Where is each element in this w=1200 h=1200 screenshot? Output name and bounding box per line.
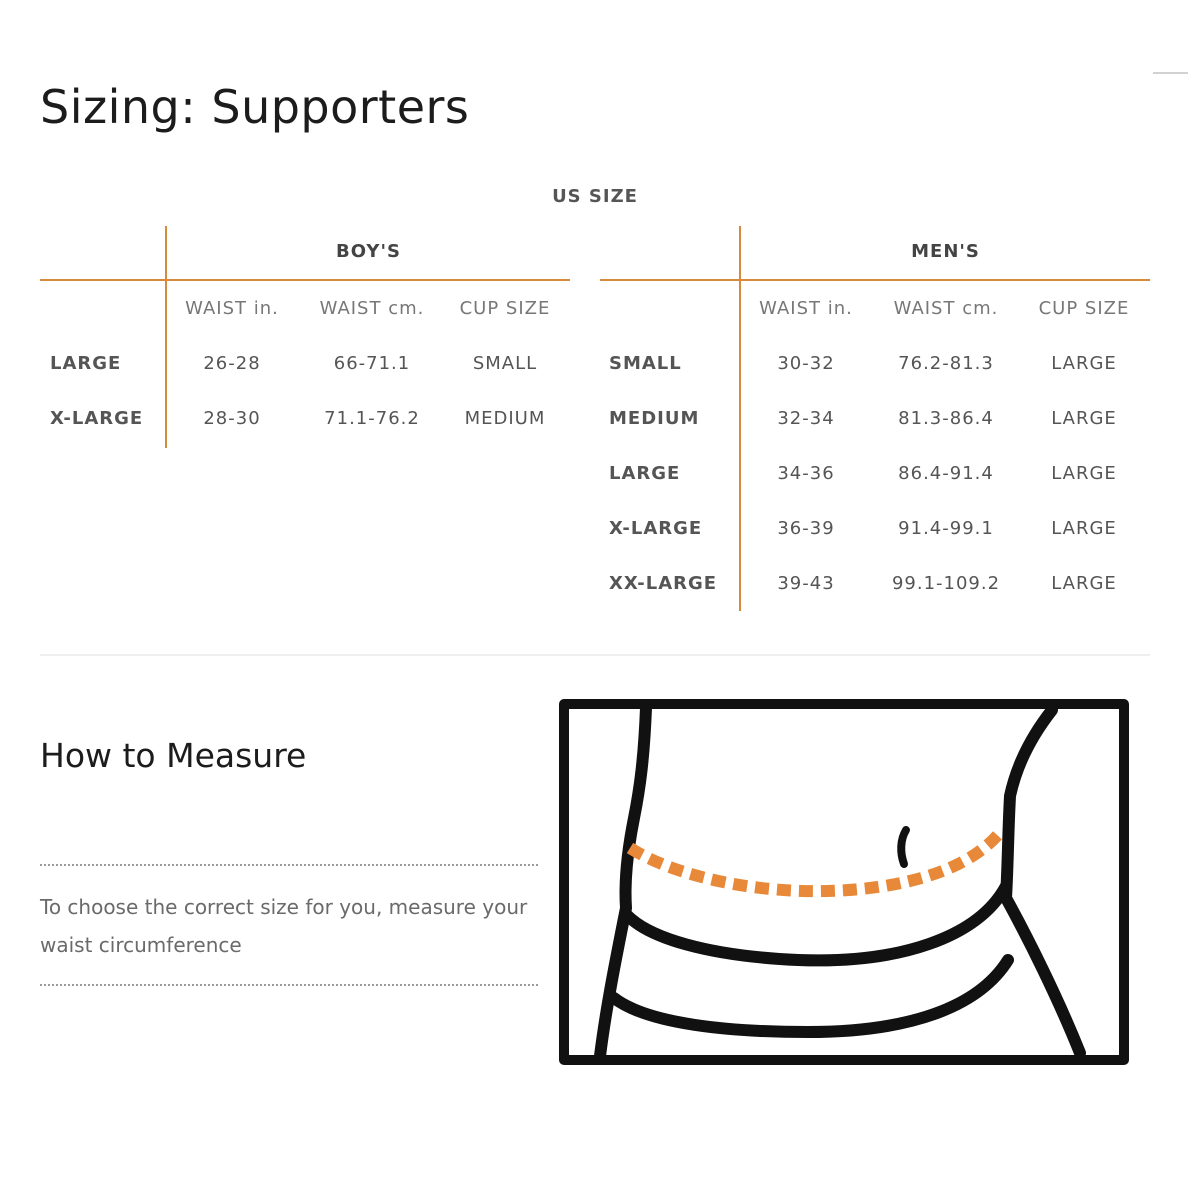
mens-row-waist-in: 39-43: [777, 573, 835, 594]
how-to-measure-title: How to Measure: [40, 736, 307, 775]
mens-row-waist-in: 30-32: [777, 353, 835, 374]
boys-row-waist-in: 28-30: [203, 408, 261, 429]
mens-header-cup-size: CUP SIZE: [1038, 298, 1130, 319]
mens-row-waist-cm: 76.2-81.3: [898, 353, 994, 374]
mens-row-waist-cm: 86.4-91.4: [898, 463, 994, 484]
mens-row-waist-in: 34-36: [777, 463, 835, 484]
mens-row-size: SMALL: [609, 353, 682, 374]
boys-row-waist-cm: 66-71.1: [333, 353, 411, 374]
mens-row-cup: LARGE: [1051, 573, 1117, 594]
corner-divider: [1153, 72, 1188, 74]
boys-header-waist-cm: WAIST cm.: [319, 298, 425, 319]
boys-row-size: LARGE: [50, 353, 122, 374]
mens-row-waist-in: 36-39: [777, 518, 835, 539]
mens-header-waist-in: WAIST in.: [759, 298, 853, 319]
boys-header-cup-size: CUP SIZE: [459, 298, 551, 319]
mens-header-waist-cm: WAIST cm.: [893, 298, 999, 319]
mens-row-waist-in: 32-34: [777, 408, 835, 429]
mens-row-cup: LARGE: [1051, 463, 1117, 484]
size-system-label: US SIZE: [552, 186, 638, 207]
dotted-rule-top: [40, 864, 538, 866]
boys-row-cup: MEDIUM: [464, 408, 546, 429]
boys-group-label: BOY'S: [336, 241, 401, 262]
boys-table-horizontal-rule: [40, 279, 570, 281]
boys-row-size: X-LARGE: [50, 408, 144, 429]
mens-group-label: MEN'S: [911, 241, 980, 262]
mens-row-cup: LARGE: [1051, 408, 1117, 429]
mens-row-size: XX-LARGE: [609, 573, 718, 594]
boys-size-table: [40, 226, 570, 448]
mens-table-horizontal-rule: [600, 279, 1150, 281]
page-title: Sizing: Supporters: [40, 80, 470, 134]
section-divider: [40, 654, 1150, 656]
boys-header-waist-in: WAIST in.: [185, 298, 279, 319]
mens-row-size: LARGE: [609, 463, 681, 484]
mens-row-cup: LARGE: [1051, 518, 1117, 539]
mens-row-waist-cm: 91.4-99.1: [898, 518, 994, 539]
mens-row-waist-cm: 99.1-109.2: [891, 573, 1001, 594]
mens-row-cup: LARGE: [1051, 353, 1117, 374]
mens-row-size: X-LARGE: [609, 518, 703, 539]
boys-row-waist-in: 26-28: [203, 353, 261, 374]
boys-row-waist-cm: 71.1-76.2: [324, 408, 420, 429]
mens-row-waist-cm: 81.3-86.4: [898, 408, 994, 429]
mens-size-table: [600, 226, 1150, 611]
waist-measurement-illustration-icon: [558, 698, 1130, 1072]
mens-row-size: MEDIUM: [609, 408, 700, 429]
boys-row-cup: SMALL: [472, 353, 538, 374]
dotted-rule-bottom: [40, 984, 538, 986]
measure-instructions: To choose the correct size for you, measure your waist circumference: [40, 895, 528, 957]
